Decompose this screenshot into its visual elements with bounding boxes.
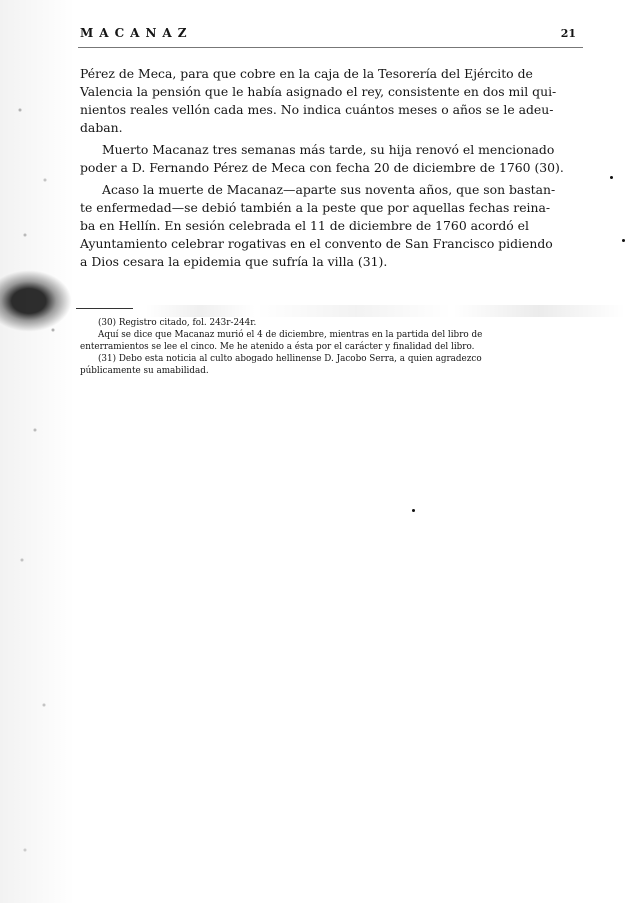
paragraph-continuation: Pérez de Meca, para que cobre en la caja de la Tesorería del Ejército de Valencia la pensión que le había asignado el rey, consistente en dos mil qui- nientos reales vellón cada mes. No indica cuántos meses o años se le adeu- daban. xyxy=(80,66,557,135)
footnote-31: (31) Debo esta noticia al culto abogado hellinense D. Jacobo Serra, a quien agradezco públicamente su amabilidad. xyxy=(80,354,482,376)
page-header xyxy=(78,25,583,48)
footnote-30-explanation: Aquí se dice que Macanaz murió el 4 de diciembre, mientras en la partida del libro de enterramientos se lee el cinco. Me he atenido a ésta por el carácter y finalidad del libro. xyxy=(80,330,483,352)
scan-dot xyxy=(610,176,613,179)
scan-dot xyxy=(622,239,625,242)
footnote-30: (30) Registro citado, fol. 243r-244r. xyxy=(98,318,257,328)
scan-shadow-strip xyxy=(145,305,625,317)
footnote-separator xyxy=(76,308,133,309)
paragraph-plague: Acaso la muerte de Macanaz—aparte sus noventa años, que son bastan- te enfermedad—se debió también a la peste que por aquellas fechas reina- ba en Hellín. En sesión celebrada el 11 de diciembre de 1760 acordó el Ayuntamiento celebrar rogativas en el convento de San Francisco pidiendo a Dios cesara la epidemia que sufría la villa (31). xyxy=(80,182,556,269)
main-text xyxy=(80,65,578,271)
scan-blotch xyxy=(0,270,72,332)
paragraph-macanaz-death: Muerto Macanaz tres semanas más tarde, su hija renovó el mencionado poder a D. Fernando Pérez de Meca con fecha 20 de diciembre de 1760 (30). xyxy=(80,142,564,175)
page-number: 21 xyxy=(560,27,576,40)
footnotes xyxy=(80,317,580,377)
running-head: MACANAZ xyxy=(80,26,193,40)
left-scan-noise xyxy=(0,0,75,903)
scan-dot xyxy=(412,509,415,512)
